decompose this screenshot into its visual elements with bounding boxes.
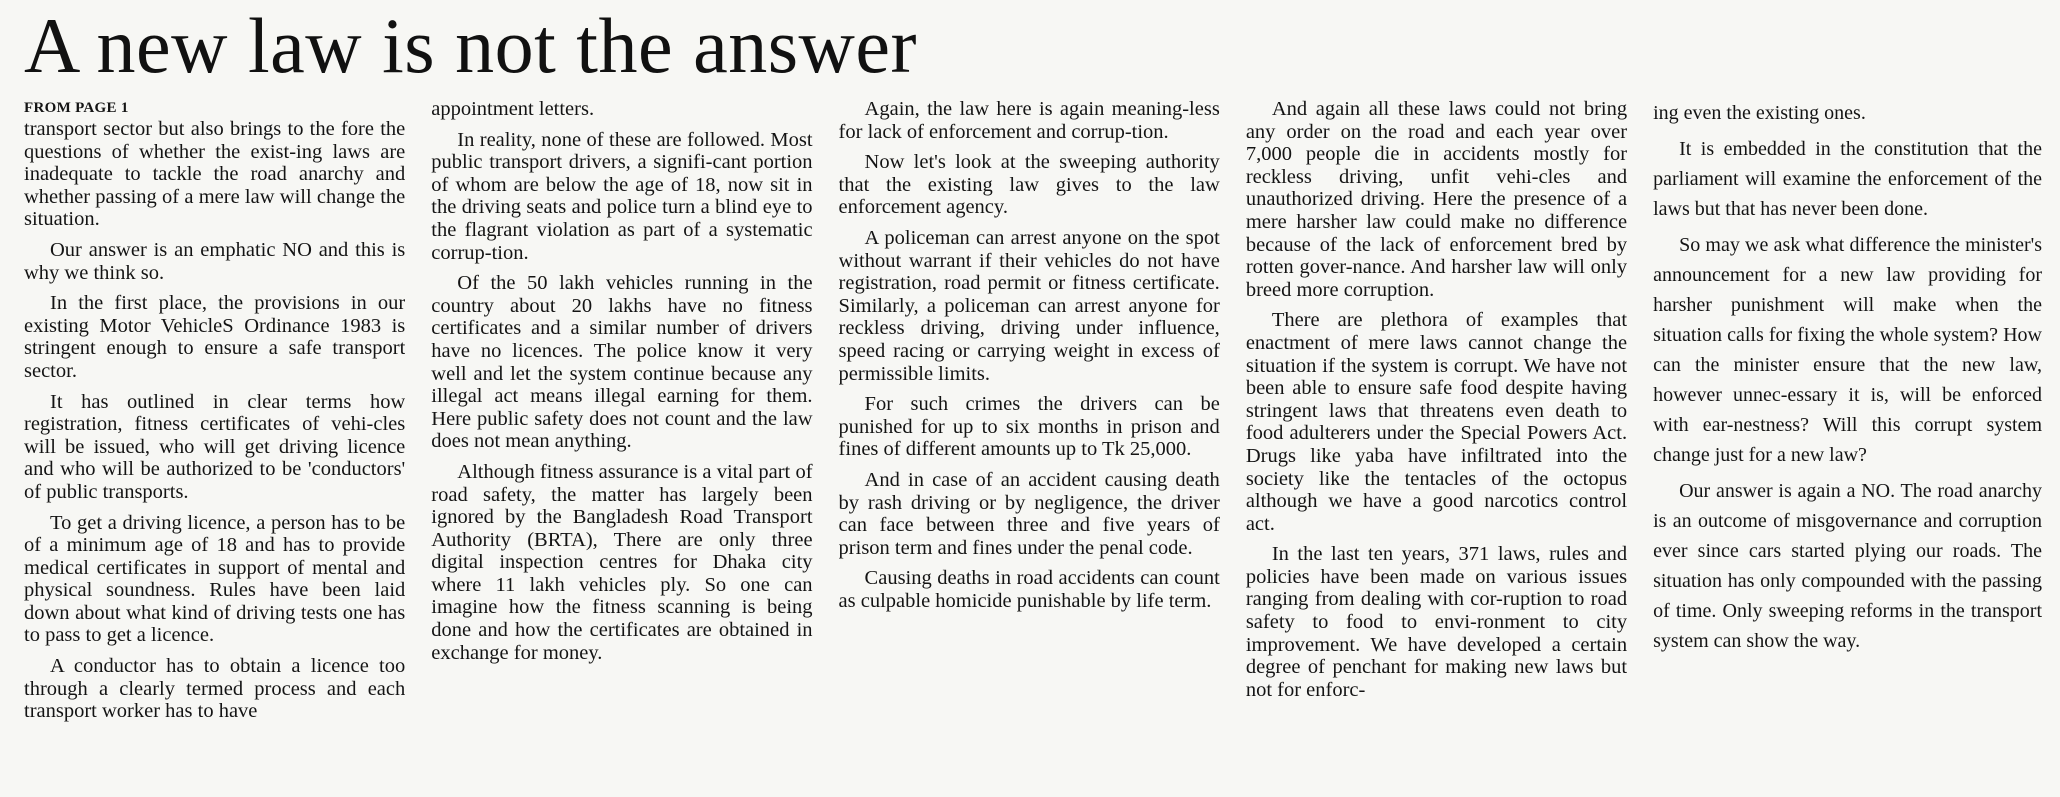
paragraph: A conductor has to obtain a licence too through a clearly termed process and each transport worker has to have xyxy=(24,655,406,723)
paragraph: And in case of an accident causing death by rash driving or by negligence, the driver can face between three and five years of prison term and fines under the penal code. xyxy=(838,468,1220,559)
paragraph: transport sector but also brings to the fore the questions of whether the exist-ing laws are inadequate to tackle the road anarchy and whether passing of a mere law will change the situation. xyxy=(24,118,406,231)
paragraph: And again all these laws could not bring any order on the road and each year over 7,000 people die in accidents mostly for reckless driving, unfit vehi-cles and unauthorized driving. Here the presence of a mere harsher law could make no difference because of the lack of enforcement bred by rotten gover-nance. And harsher law will only breed more corruption. xyxy=(1245,98,1628,301)
paragraph: To get a driving licence, a person has to be of a minimum age of 18 and has to provide medical certificates in support of mental and physical soundness. Rules have been laid down about what kind of driving tests one has to pass to get a licence. xyxy=(24,511,406,647)
article-column-4 xyxy=(1246,98,1627,788)
paragraph: So may we ask what difference the minister's announcement for a new law providing for harsher punishment will make when the situation calls for fixing the whole system? How can the minister ensure that the new law, however unnec-essary it is, will be enforced with ear-nestness? Will this corrupt system change just for a new law? xyxy=(1653,234,2042,466)
paragraph: Our answer is again a NO. The road anarchy is an outcome of misgovernance and corruption ever since cars started plying our roads. The situation has only compounded with the passing of time. Only sweeping reforms in the transport system can show the way. xyxy=(1653,480,2042,652)
paragraph: A policeman can arrest anyone on the spot without warrant if their vehicles do not have registration, road permit or fitness certificate. Similarly, a policeman can arrest anyone for reckless driving, driving under influence, speed racing or carrying weight in excess of permissible limits. xyxy=(838,226,1220,385)
paragraph: Again, the law here is again meaning-less for lack of enforcement and corrup-tion. xyxy=(838,98,1220,143)
article-column-3 xyxy=(839,98,1220,788)
paragraph: Although fitness assurance is a vital part of road safety, the matter has largely been ignored by the Bangladesh Road Transport Authority (BRTA), There are only three digital inspection centres for Dhaka city where 11 lakh vehicles ply. So one can imagine how the fitness scanning is being done and how the certificates are obtained in exchange for money. xyxy=(431,460,813,664)
article-body xyxy=(24,98,2042,788)
paragraph: For such crimes the drivers can be punished for up to six months in prison and fines of different amounts up to Tk 25,000. xyxy=(838,393,1220,461)
paragraph: Of the 50 lakh vehicles running in the country about 20 lakhs have no fitness certificates and a similar number of drivers have no licences. The police know it very well and let the system continue because any illegal act means illegal earning for them. Here public safety does not count and the law does not mean anything. xyxy=(431,272,813,453)
article-column-5 xyxy=(1653,98,2042,788)
paragraph: It is embedded in the constitution that the parliament will examine the enforcement of the laws but that has never been done. xyxy=(1653,138,2042,220)
paragraph: Our answer is an emphatic NO and this is why we think so. xyxy=(24,238,406,284)
article-column-1 xyxy=(24,98,405,788)
paragraph: appointment letters. xyxy=(431,98,595,120)
paragraph: There are plethora of examples that enactment of mere laws cannot change the situation if the system is corrupt. We have not been able to ensure safe food despite having stringent laws that threatens even death to food adulterers under the Special Powers Act. Drugs like yaba have infiltrated into the society like the tentacles of the octopus although we have a good narcotics control act. xyxy=(1245,309,1628,535)
paragraph: ing even the existing ones. xyxy=(1653,102,1866,124)
paragraph: Causing deaths in road accidents can count as culpable homicide punishable by life term. xyxy=(838,567,1220,612)
paragraph: In the first place, the provisions in our existing Motor VehicleS Ordinance 1983 is stringent enough to ensure a safe transport sector. xyxy=(24,292,406,382)
article-column-2 xyxy=(431,98,812,788)
paragraph: In the last ten years, 371 laws, rules and policies have been made on various issues ranging from dealing with cor-ruption to road safety to food to envi-ronment to city improvement. We have developed a certain degree of penchant for making new laws but not for enforc- xyxy=(1245,543,1628,701)
jump-line: FROM PAGE 1 xyxy=(24,100,129,116)
paragraph: In reality, none of these are followed. Most public transport drivers, a signifi-cant portion of whom are below the age of 18, now sit in the driving seats and police turn a blind eye to the flagrant violation as part of a systematic corrup-tion. xyxy=(431,128,813,264)
paragraph: Now let's look at the sweeping authority that the existing law gives to the law enforcement agency. xyxy=(838,151,1220,219)
headline: A new law is not the answer xyxy=(24,2,917,89)
paragraph: It has outlined in clear terms how registration, fitness certificates of vehi-cles will be issued, who will get driving licence and who will be authorized to be 'conductors' of public transports. xyxy=(24,390,406,503)
